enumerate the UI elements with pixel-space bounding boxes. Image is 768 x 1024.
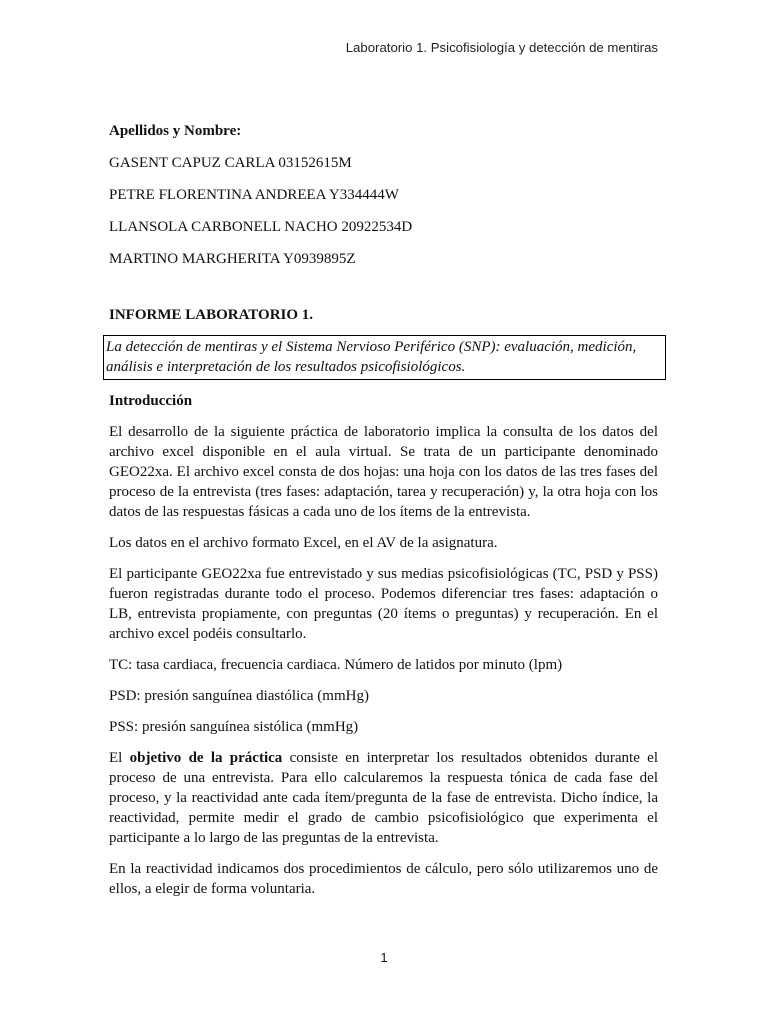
definition-psd: PSD: presión sanguínea diastólica (mmHg)	[109, 688, 369, 704]
paragraph: El participante GEO22xa fue entrevistado y sus medias psicofisiológicas (TC, PSD y PSS) fueron registradas durante todo el proceso. Podemos diferenciar tres fases: adaptación o LB, entrevista propiamente, con preguntas (20 ítems o preguntas) y recuperación. En el archivo excel podéis consultarlo.	[109, 566, 658, 642]
text-run: consiste en interpretar los resultados obtenidos durante el proceso de una entrevista. Para ello calcularemos la respuesta tónica de cada fase del proceso, y la reactividad ante cada ítem/pregunta de la fase de entrevista. Dicho índice, la reactividad, permite medir el grado de cambio psicofisiológico que experimenta el participante a lo largo de las preguntas de la entrevista.	[109, 750, 658, 846]
paragraph: Los datos en el archivo formato Excel, en el AV de la asignatura.	[109, 535, 498, 551]
author-name: LLANSOLA CARBONELL NACHO 20922534D	[109, 219, 413, 235]
bold-run: objetivo de la práctica	[129, 750, 283, 766]
author-name: PETRE FLORENTINA ANDREEA Y334444W	[109, 187, 399, 203]
paragraph: El desarrollo de la siguiente práctica de laboratorio implica la consulta de los datos del archivo excel disponible en el aula virtual. Se trata de un participante denominado GEO22xa. El archivo excel consta de dos hojas: una hoja con los datos de las tres fases del proceso de la entrevista (tres fases: adaptación, tarea y recuperación) y, la otra hoja con los datos de las respuestas fásicas a cada uno de los ítems de la entrevista.	[109, 424, 658, 520]
text-run: El	[109, 750, 130, 766]
section-heading-introduccion: Introducción	[109, 393, 193, 409]
author-name: MARTINO MARGHERITA Y0939895Z	[109, 251, 356, 267]
paragraph-objetivo	[109, 748, 658, 848]
author-name: GASENT CAPUZ CARLA 03152615M	[109, 155, 352, 171]
paragraph: En la reactividad indicamos dos procedimientos de cálculo, pero sólo utilizaremos uno de ellos, a elegir de forma voluntaria.	[109, 861, 658, 897]
definition-pss: PSS: presión sanguínea sistólica (mmHg)	[109, 719, 359, 735]
running-header: Laboratorio 1. Psicofisiología y detección de mentiras	[345, 40, 658, 55]
definition-tc: TC: tasa cardiaca, frecuencia cardiaca. Número de latidos por minuto (lpm)	[109, 657, 563, 673]
document-body	[106, 121, 658, 910]
authors-label: Apellidos y Nombre:	[109, 123, 242, 139]
report-title: INFORME LABORATORIO 1.	[109, 307, 314, 323]
page-number: 1	[380, 950, 388, 965]
report-subtitle-box: La detección de mentiras y el Sistema Nervioso Periférico (SNP): evaluación, medición, análisis e interpretación de los resultados psicofisiológicos.	[103, 335, 666, 380]
